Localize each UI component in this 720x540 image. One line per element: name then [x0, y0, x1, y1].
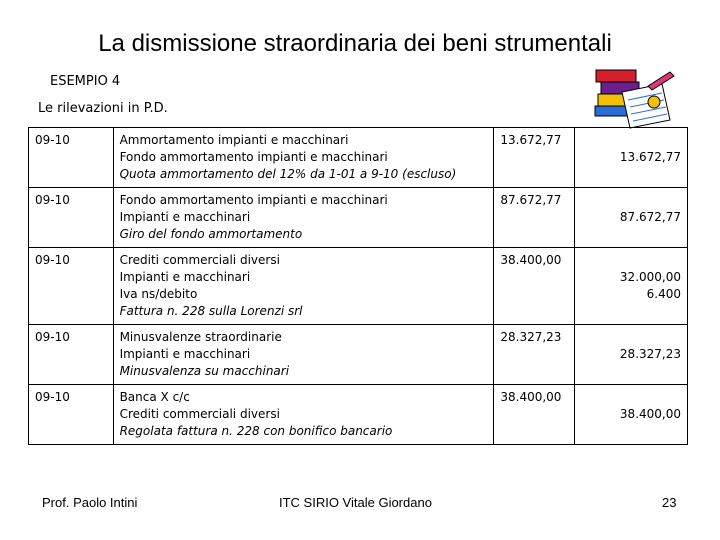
avere-account-2: Iva ns/debito — [119, 287, 198, 301]
footer-author: Prof. Paolo Intini — [42, 495, 138, 510]
dare-amount: 38.400,00 — [494, 385, 575, 445]
avere-amount: 87.672,77 — [619, 210, 681, 224]
entry-note: Giro del fondo ammortamento — [119, 227, 303, 241]
dare-account: Ammortamento impianti e macchinari — [119, 133, 349, 147]
avere-amount: 28.327,23 — [619, 347, 681, 361]
footer-school: ITC SIRIO Vitale Giordano — [279, 495, 432, 510]
table-row — [29, 248, 688, 325]
dare-amount: 28.327,23 — [494, 325, 575, 385]
entry-note: Quota ammortamento del 12% da 1-01 a 9-10 (escluso) — [119, 167, 457, 181]
dare-amount: 13.672,77 — [494, 128, 575, 188]
avere-cell — [575, 325, 688, 385]
section-heading: Le rilevazioni in P.D. — [38, 101, 168, 116]
ledger-table — [28, 127, 688, 445]
avere-amount: 13.672,77 — [619, 150, 681, 164]
avere-account: Fondo ammortamento impianti e macchinari — [119, 150, 388, 164]
avere-account: Impianti e macchinari — [119, 347, 251, 361]
dare-account: Crediti commerciali diversi — [119, 253, 280, 267]
entry-description — [113, 385, 494, 445]
page-title: La dismissione straordinaria dei beni strumentali — [98, 30, 612, 57]
table-row — [29, 325, 688, 385]
entry-note: Fattura n. 228 sulla Lorenzi srl — [119, 304, 303, 318]
books-and-notebook-icon — [592, 64, 676, 132]
avere-amount: 32.000,00 — [619, 270, 681, 284]
avere-cell — [575, 128, 688, 188]
dare-account: Fondo ammortamento impianti e macchinari — [119, 193, 388, 207]
avere-amount: 38.400,00 — [619, 407, 681, 421]
entry-note: Regolata fattura n. 228 con bonifico bancario — [119, 424, 393, 438]
avere-cell — [575, 248, 688, 325]
entry-description — [113, 128, 494, 188]
page-number: 23 — [662, 495, 677, 510]
entry-description — [113, 188, 494, 248]
example-label: ESEMPIO 4 — [50, 74, 121, 89]
avere-cell — [575, 188, 688, 248]
table-row — [29, 188, 688, 248]
entry-date: 09-10 — [29, 325, 114, 385]
entry-date: 09-10 — [29, 248, 114, 325]
entry-date: 09-10 — [29, 188, 114, 248]
table-row — [29, 385, 688, 445]
table-row — [29, 128, 688, 188]
avere-amount-2: 6.400 — [646, 287, 681, 301]
dare-amount: 87.672,77 — [494, 188, 575, 248]
entry-description — [113, 248, 494, 325]
entry-description — [113, 325, 494, 385]
avere-account: Impianti e macchinari — [119, 270, 251, 284]
avere-account: Crediti commerciali diversi — [119, 407, 280, 421]
entry-note: Minusvalenza su macchinari — [119, 364, 290, 378]
avere-cell — [575, 385, 688, 445]
entry-date: 09-10 — [29, 128, 114, 188]
avere-account: Impianti e macchinari — [119, 210, 251, 224]
dare-amount: 38.400,00 — [494, 248, 575, 325]
dare-account: Minusvalenze straordinarie — [119, 330, 282, 344]
dare-account: Banca X c/c — [119, 390, 190, 404]
entry-date: 09-10 — [29, 385, 114, 445]
